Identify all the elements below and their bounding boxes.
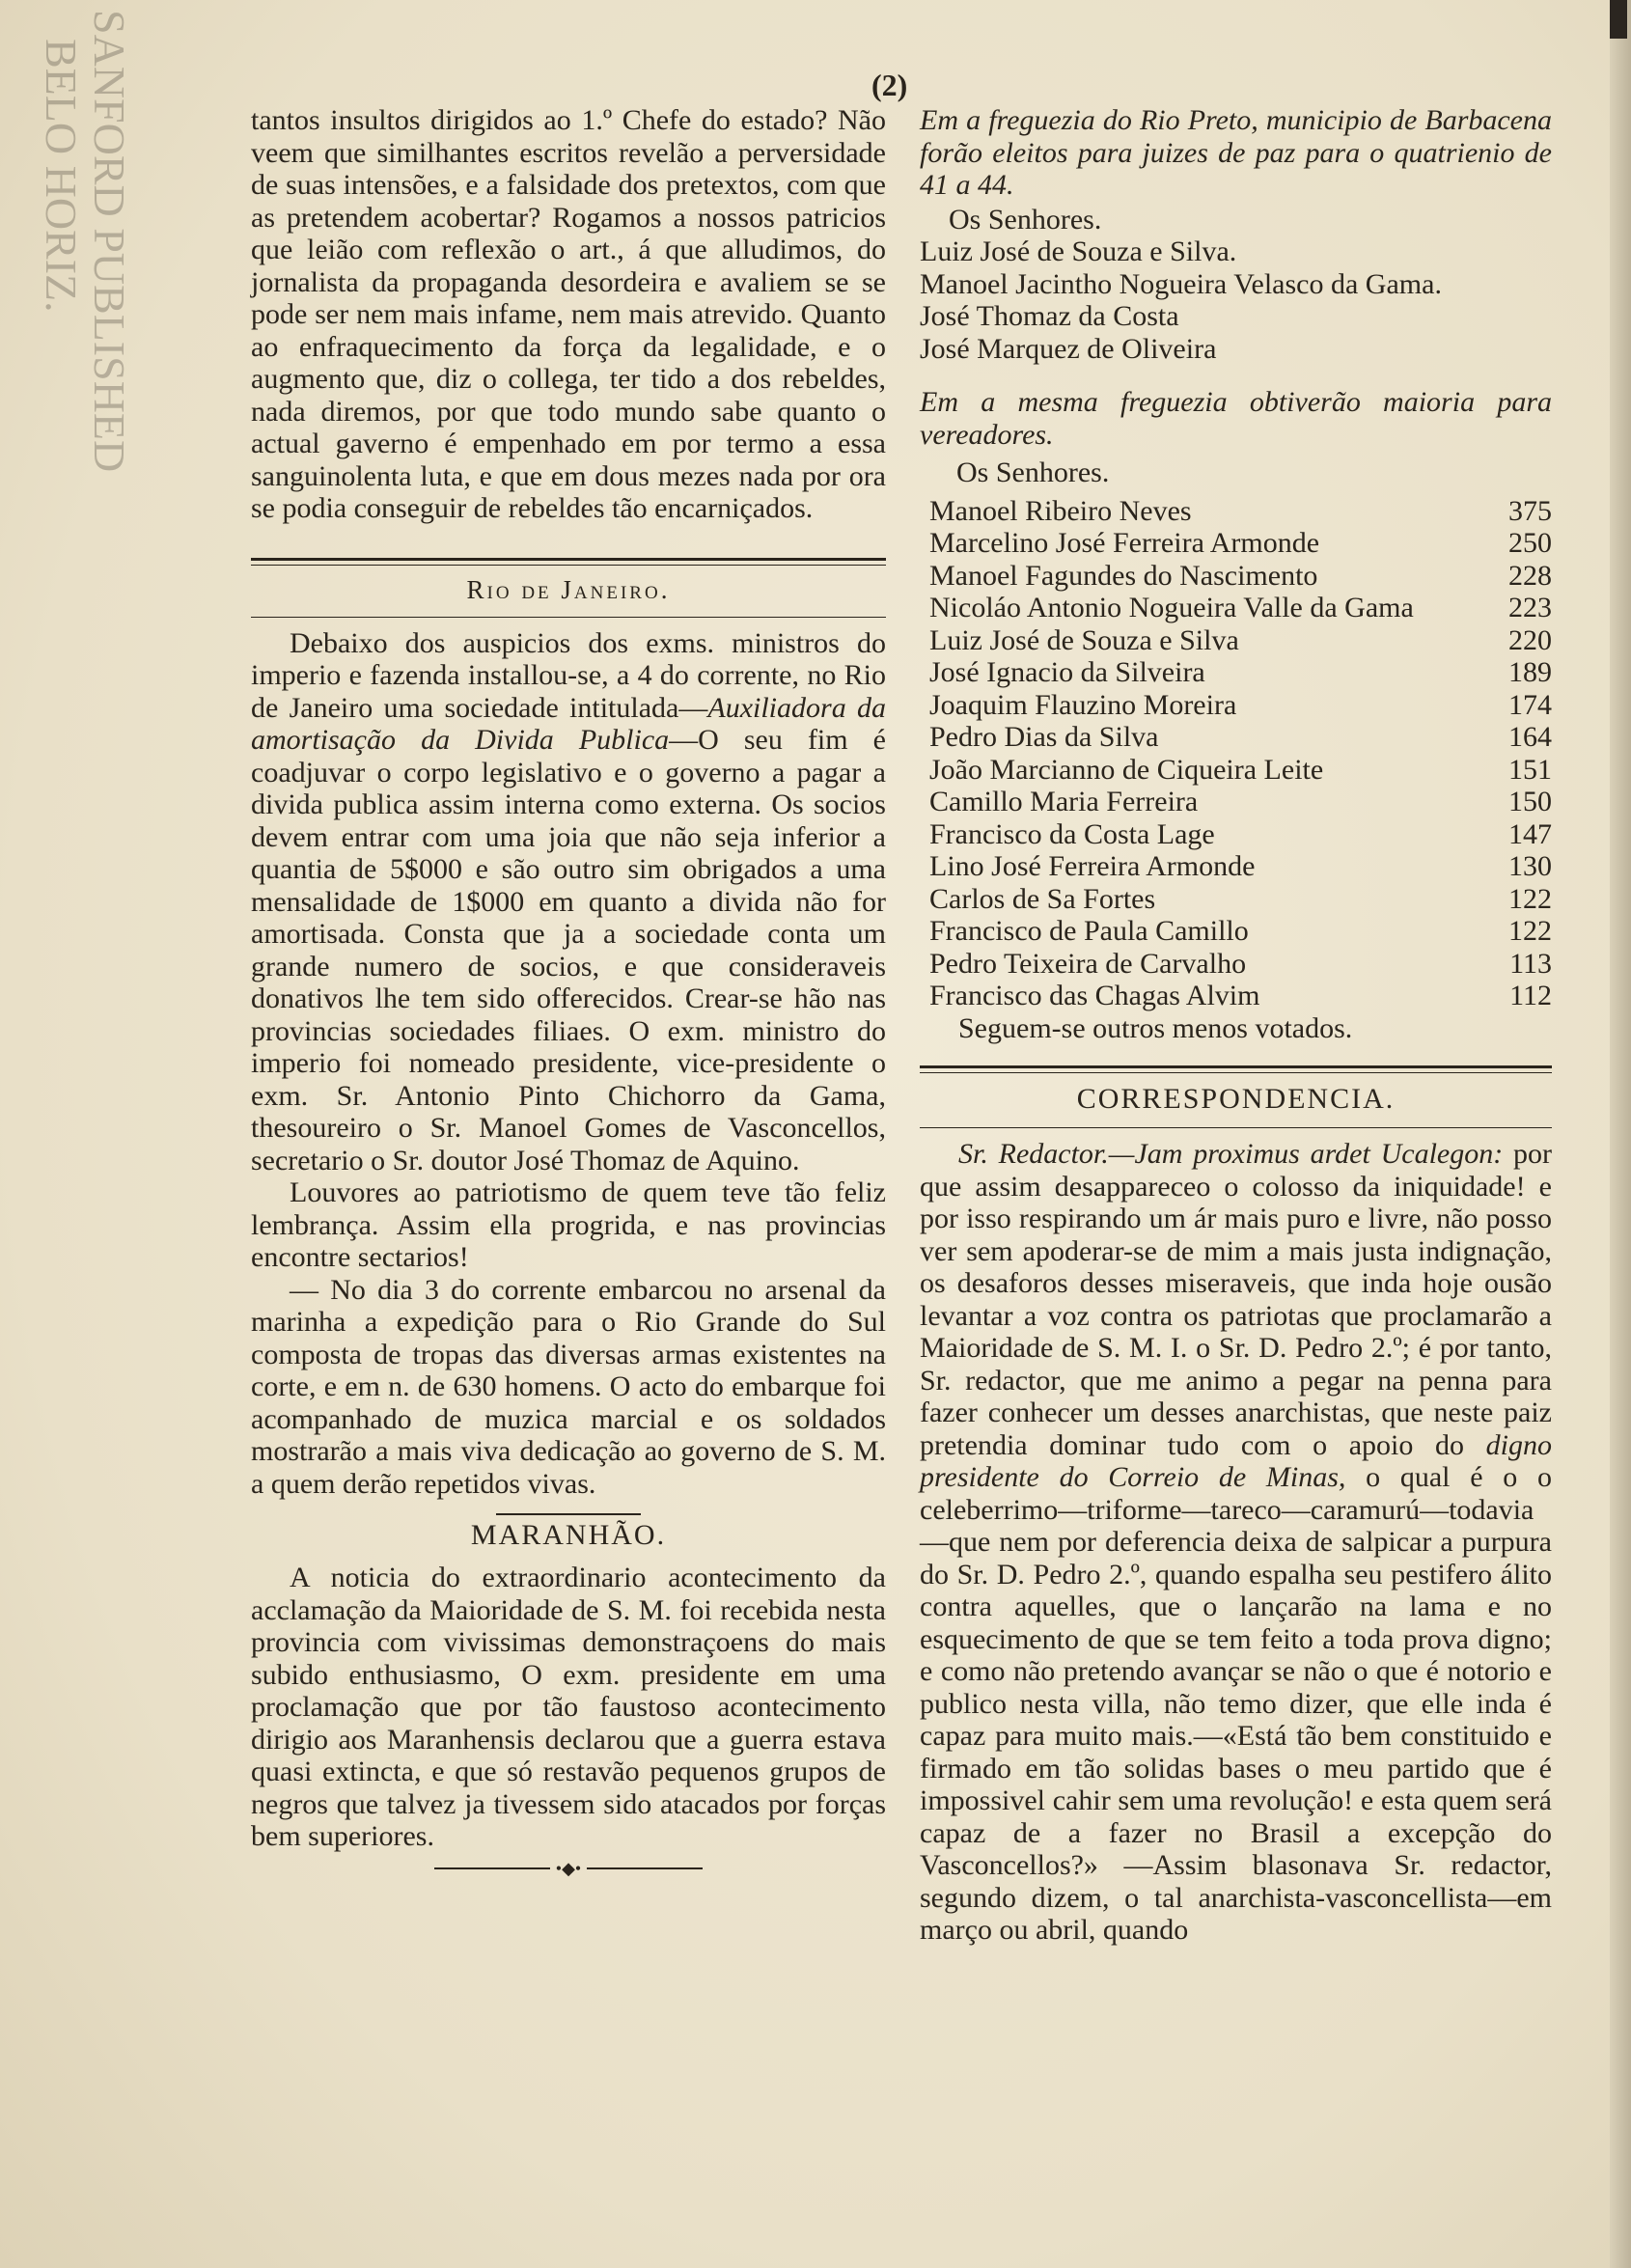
rio-p1-text-a: Debaixo dos auspicios dos exms. ministros do imperio e fazenda installou-se, a 4 do corrente, no Rio de Janeiro uma sociedade intitulada— — [251, 626, 886, 724]
candidate-name: Camillo Maria Ferreira — [929, 786, 1199, 817]
candidate-name: Carlos de Sa Fortes — [929, 882, 1156, 915]
list-item — [920, 980, 1552, 1012]
rio-p1-text-b: —O seu fim é coadjuvar o corpo legislativo e o governo a pagar a divida publica assim interna como externa. Os socios devem entrar com uma joia que não seja inferior a quantia de 5$000 e são outro sim obrigados a uma mensalidade de 1$000 em quanto a divida não for amortisada. Consta que ja a sociedade conta um grande numero de socios, e que consideraveis donativos lhe tem sido offerecidos. Crear-se hão nas provincias sociedades filiaes. O exm. ministro do imperio foi nomeado presidente, vice-presidente o exm. Sr. Antonio Pinto Chichorro da Gama, thesoureiro o Sr. Manoel Gomes de Vasconcellos, secretario o Sr. doutor José Thomaz de Aquino. — [251, 724, 886, 1176]
seguem-note: Seguem-se outros menos votados. — [958, 1011, 1353, 1044]
bleed-through-text — [29, 0, 174, 598]
candidate-name: Nicoláo Antonio Nogueira Valle da Gama — [929, 592, 1414, 623]
list-item — [920, 624, 1552, 657]
vote-count: 150 — [1508, 786, 1552, 817]
candidate-name: Manoel Fagundes do Nascimento — [929, 559, 1318, 592]
list-item: José Marquez de Oliveira — [920, 332, 1217, 365]
list-item — [920, 656, 1552, 689]
right-column — [920, 104, 1552, 1947]
vote-count: 122 — [1508, 915, 1552, 947]
candidate-name: Francisco da Costa Lage — [929, 817, 1215, 850]
list-item — [920, 850, 1552, 883]
vote-count: 112 — [1509, 980, 1552, 1011]
vote-count: 122 — [1508, 882, 1552, 915]
bleed-line-2: BELO HORIZ. — [37, 39, 86, 313]
section-rule — [920, 1065, 1552, 1073]
vote-count: 220 — [1508, 623, 1552, 656]
candidate-name: Marcelino José Ferreira Armonde — [929, 527, 1320, 559]
letter-text-a: por que assim desappareceo o colosso da iniquidade! e por isso respirando um ár mais puro e livre, não posso ver sem apoderar-se de mim a mais justa indignação, os desaforos desses miseraveis, que inda hoje ousão levantar a voz contra os patriotas que proclamarão a Maioridade de S. M. I. o Sr. D. Pedro 2.º; é por tanto, Sr. redactor, que me animo a pegar na penna para fazer conhecer um desses anarchistas, que neste paiz pretendia dominar tudo com o apoio do — [920, 1138, 1553, 1461]
list-item — [920, 527, 1552, 560]
vote-count: 164 — [1508, 721, 1552, 753]
senhores-label-1: Os Senhores. — [949, 203, 1102, 235]
candidate-name: José Ignacio da Silveira — [929, 656, 1205, 688]
list-item — [920, 495, 1552, 528]
candidate-name: Pedro Teixeira de Carvalho — [929, 947, 1247, 980]
vote-count: 147 — [1508, 817, 1552, 850]
list-item — [920, 721, 1552, 754]
vote-count: 113 — [1509, 947, 1552, 980]
letter-salutation: Sr. Redactor.—Jam proximus ardet Ucalegon: — [958, 1138, 1504, 1170]
section-rule — [251, 558, 886, 566]
letter-italic-phrase: digno presidente do Correio de Minas, — [920, 1428, 1552, 1493]
candidate-name: Lino José Ferreira Armonde — [929, 850, 1256, 882]
vote-count: 250 — [1508, 527, 1552, 559]
opening-paragraph: tantos insultos dirigidos ao 1.º Chefe do estado? Não veem que similhantes escritos revelão a perversidade de suas intensões, e a falsidade dos pretextos, com que as pretendem acobertar? Rogamos a nossos patricios que leião com reflexão o art., á que alludimos, do jornalista da propaganda desordeira e avaliem se se pode ser nem mais infame, nem mais atrevido. Quanto ao enfraquecimento da força da legalidade, e o augmento que, diz o collega, ter tido a dos rebeldes, nada diremos, por que todo mundo sabe quanto o actual gaverno é empenhado em por termo a essa sanguinolenta luta, e que em dous mezes nada por ora se podia conseguir de rebeldes tão encarniçados. — [251, 104, 886, 524]
vote-count: 228 — [1508, 559, 1552, 592]
list-item — [920, 915, 1552, 948]
candidate-name: Pedro Dias da Silva — [929, 721, 1159, 753]
list-item — [920, 786, 1552, 818]
candidate-name: Francisco das Chagas Alvim — [929, 980, 1260, 1011]
vote-count: 151 — [1508, 753, 1552, 786]
letter-text-b: o qual é o o celeberrimo—triforme—tareco—caramurú—todavia—que nem por deferencia deixa de salpicar a purpura do Sr. D. Pedro 2.º, quando espalha seu pestifero álito contra aquelles, que o lançarão na lama e no esquecimento de que se tem feito a toda prova digno; e como não pretendo avançar se não o que é notorio e publico nesta villa, não temo dizer, que elle inda é capaz para muito mais.—«Está tão bem constituido e firmado em tão solidas bases o meu partido que é impossivel cahir sem uma revolução! e esta quem será capaz de a fazer no Brasil a excepção do Vasconcellos?» —Assim blasonava Sr. redactor, segundo dizem, o tal anarchista-vasconcellista—em março ou abril, quando — [920, 1461, 1552, 1946]
bleed-line-1: SANFORD PUBLISHED — [85, 10, 134, 473]
vote-count: 130 — [1508, 850, 1552, 882]
vereadores-intro: Em a mesma freguezia obtiverão maioria para vereadores. — [920, 386, 1552, 451]
end-ornament: •◆• — [251, 1859, 886, 1878]
candidate-name: Manoel Ribeiro Neves — [929, 494, 1192, 527]
rio-paragraph-3: — No dia 3 do corrente embarcou no arsenal da marinha a expedição para o Rio Grande do Sul composta de tropas das diversas armas existentes na corte, e em n. de 630 homens. O acto do embarque foi acompanhado de muzica marcial e os soldados mostrarão a mais viva dedicação ao governo de S. M. a quem derão repetidos vivas. — [251, 1273, 886, 1500]
edge-mark — [1610, 0, 1627, 39]
maranhao-paragraph: A noticia do extraordinario acontecimento da acclamação da Maioridade de S. M. foi recebida nesta provincia com vivissimas demonstraçoens do mais subido enthusiasmo, O exm. presidente em uma proclamação que por tão faustoso acontecimento dirigio aos Maranhensis declarou que a guerra estava quasi extincta, e que só restavão pequenos grupos de negros que talvez ja tivessem sido atacados por forças bem superiores. — [251, 1562, 886, 1852]
juizes-intro: Em a freguezia do Rio Preto, municipio de Barbacena forão eleitos para juizes de paz para o quatrienio de 41 a 44. — [920, 104, 1552, 201]
page-edge — [1610, 0, 1631, 2268]
correspondencia-letter — [920, 1138, 1552, 1947]
correspondencia-heading: CORRESPONDENCIA. — [1076, 1083, 1396, 1115]
candidate-name: Joaquim Flauzino Moreira — [929, 688, 1237, 721]
page-number: (2) — [871, 68, 908, 102]
list-item — [920, 560, 1552, 593]
society-name: Auxiliadora da amortisação da Divida Publica — [251, 691, 886, 756]
juizes-list — [920, 235, 1552, 365]
list-item — [920, 754, 1552, 787]
left-column — [251, 104, 886, 1878]
list-item: Manoel Jacintho Nogueira Velasco da Gama. — [920, 267, 1442, 300]
list-item — [920, 948, 1552, 981]
candidate-name: Luiz José de Souza e Silva — [929, 623, 1239, 656]
vereadores-list — [920, 495, 1552, 1012]
vote-count: 223 — [1508, 592, 1552, 623]
rio-paragraph-1 — [251, 627, 886, 1177]
list-item — [920, 818, 1552, 851]
list-item — [920, 883, 1552, 916]
list-item — [920, 592, 1552, 624]
senhores-label-2: Os Senhores. — [956, 456, 1110, 488]
vote-count: 174 — [1508, 688, 1552, 721]
rio-paragraph-2: Louvores ao patriotismo de quem teve tão feliz lembrança. Assim ella progrida, e nas provincias encontre sectarios! — [251, 1176, 886, 1273]
list-item — [920, 689, 1552, 722]
maranhao-heading: MARANHÃO. — [470, 1519, 667, 1551]
vote-count: 189 — [1508, 656, 1552, 688]
list-item: Luiz José de Souza e Silva. — [920, 235, 1237, 267]
rio-heading: Rio de Janeiro. — [466, 574, 671, 604]
candidate-name: Francisco de Paula Camillo — [929, 915, 1249, 947]
vote-count: 375 — [1508, 494, 1552, 527]
list-item: José Thomaz da Costa — [920, 300, 1179, 332]
candidate-name: João Marcianno de Ciqueira Leite — [929, 753, 1324, 786]
